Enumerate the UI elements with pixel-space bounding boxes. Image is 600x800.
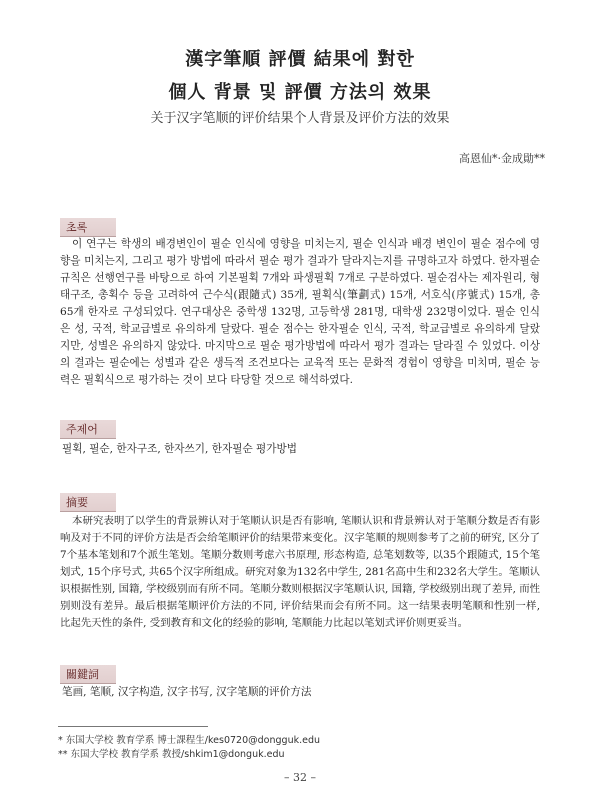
abstract-cn-text: 本研究表明了以学生的背景辨认对于笔顺认识是否有影响, 笔顺认识和背景辨认对于笔顺分数是否有影响及对于不同的评价方法是否会给笔顺评价的结果带来变化。汉字笔顺的规则参考了之前的研究, 区分了7个基本笔划和7个派生笔划。笔顺分数则考虑六书原理, 形态构造, 总笔划数等, 以35个跟随式, 15个笔划式, 15个序号式, 共65个汉字所组成。研究对象为132名中学生, 281名高中生和232名大学生。笔顺认识根据性别, 国籍, 学校级别而有所不同。笔顺分数则根据汉字笔顺认识, 国籍, 学校级别出现了差异, 而性别则没有差异。最后根据笔顺评价方法的不同, 评价结果而会有所不同。这一结果表明笔顺和性别一样, 比起先天性的条件, 受到教育和文化的经验的影响, 笔顺能力比起以笔划式评价则更妥当。 [60, 515, 540, 629]
footnote-1: * 东国大学校 教育学系 博士課程生/kes0720@dongguk.edu [58, 735, 321, 746]
chinese-title: 关于汉字笔顺的评价结果个人背景及评价方法的效果 [150, 111, 450, 126]
title-line-2: 個人 背景 및 評價 方法의 效果 [168, 82, 432, 103]
abstract-cn-label: 摘要 [60, 493, 116, 512]
keywords-cn-text: 笔画, 笔顺, 汉字构造, 汉字书写, 汉字笔顺的评价方法 [62, 686, 312, 698]
authors: 高恩仙*·金成勛** [459, 152, 545, 165]
footnote-2: ** 东国大学校 教育学系 教授/shkim1@donguk.edu [58, 749, 285, 760]
page-number: – 32 – [284, 771, 316, 784]
footnote-divider [58, 726, 208, 727]
keywords-ko-text: 필획, 필순, 한자구조, 한자쓰기, 한자필순 평가방법 [62, 443, 297, 455]
abstract-ko-label: 초록 [60, 218, 116, 237]
abstract-ko-text: 이 연구는 학생의 배경변인이 필순 인식에 영향을 미치는지, 필순 인식과 배경 변인이 필순 점수에 영향을 미치는지, 그리고 평가 방법에 따라서 필순 평가 결과가 달라지는지를 규명하고자 하였다. 한자필순 규칙은 선행연구를 바탕으로 하여 기본필획 7개와 파생필획 7개로 구분하였다. 필순검사는 제자원리, 형태구조, 총획수 등을 고려하여 근수식(跟隨式) 35개, 필획식(筆劃式) 15개, 서호식(序號式) 15개, 총 65개 한자로 구성되었다. 연구대상은 중학생 132명, 고등학생 281명, 대학생 232명이었다. 필순 인식은 성, 국적, 학교급별로 유의하게 달랐다. 필순 점수는 한자필순 인식, 국적, 학교급별로 유의하게 달랐지만, 성별은 유의하지 않았다. 마지막으로 필순 평가방법에 따라서 평가 결과는 달라질 수 있었다. 이상의 결과는 필순에는 성별과 같은 생득적 조건보다는 교육적 또는 문화적 경험이 영향을 미치며, 필순 능력은 필획식으로 평가하는 것이 보다 타당할 것으로 해석하였다. [60, 238, 540, 386]
keywords-cn-label: 關鍵詞 [60, 665, 116, 684]
title-line-1: 漢字筆順 評價 結果에 對한 [185, 49, 415, 70]
keywords-ko-label: 주제어 [60, 420, 116, 439]
